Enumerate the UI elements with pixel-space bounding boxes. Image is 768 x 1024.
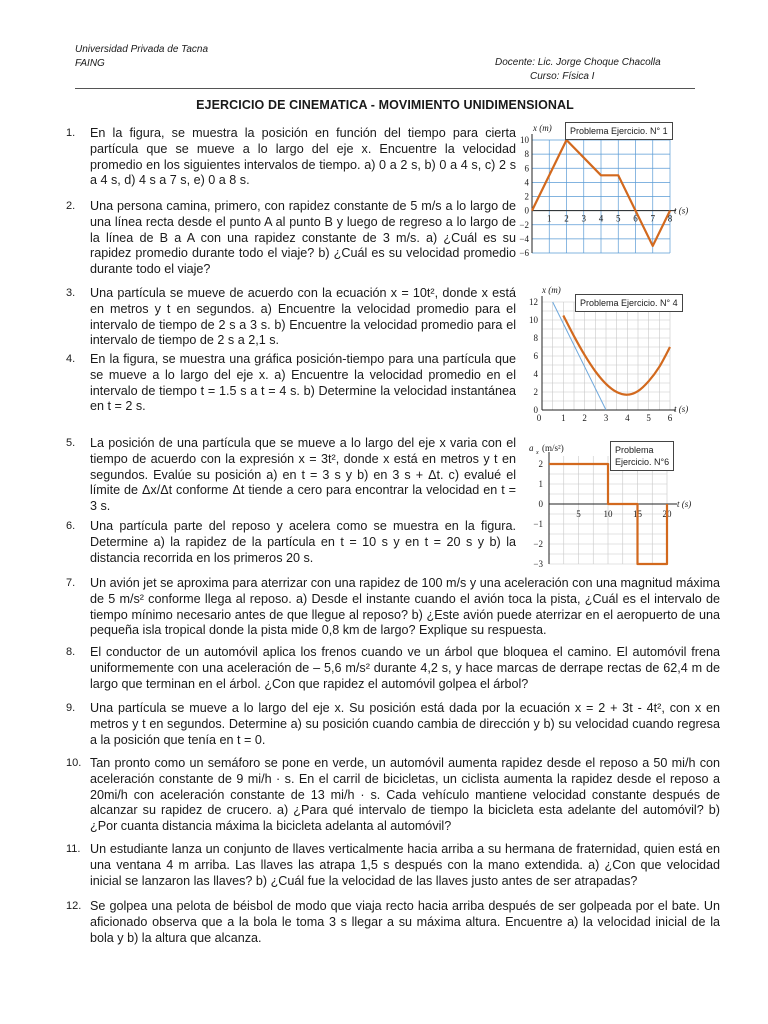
- x-tick-label: 5: [646, 413, 651, 423]
- y-tick-label: −4: [519, 233, 529, 244]
- question-text: La posición de una partícula que se mueve a lo largo del eje x varia con el tiempo de acuerdo con la expresión x = 3t², donde x está en metros y t en segundos. Evalúe su posición a) en t = 3 s y b) en 3 s + Δt. c) evalué el límite de Δx/Δt conforme Δt tiende a cero para encontrar la velocidad en t = 3 s.: [90, 436, 516, 514]
- figure-1-position-time-graph: [510, 118, 700, 263]
- y-axis-label: a: [529, 443, 534, 453]
- university-name: Universidad Privada de Tacna: [75, 44, 209, 55]
- question-number: 11.: [66, 843, 81, 855]
- question-number: 8.: [66, 646, 76, 658]
- y-axis-label: x (m): [542, 285, 561, 295]
- question-number: 7.: [66, 577, 76, 589]
- question-number: 5.: [66, 437, 76, 449]
- y-tick-label: 4: [533, 369, 538, 379]
- y-tick-label: −1: [533, 519, 543, 529]
- header-right: [495, 56, 720, 84]
- y-tick-label: 8: [533, 333, 538, 343]
- y-tick-label: 12: [529, 297, 538, 307]
- y-tick-label: −3: [533, 559, 543, 569]
- y-tick-label: 2: [533, 387, 538, 397]
- question-text: El conductor de un automóvil aplica los frenos cuando ve un árbol que bloquea el camino. El automóvil frena uniformemente con una aceleración de – 5,6 m/s² durante 4,2 s, y hace marcas de derrape rectas de 62,4 m de largo que terminan en el árbol. ¿Con que rapidez el automóvil golpea el árbol?: [90, 645, 720, 691]
- question-text: Se golpea una pelota de béisbol de modo que viaja recto hacia arriba después de ser golpeada por el bate. Un aficionado observa que a la bola le toma 3 s llegar a su máxima altura. Encuentre a) la velocidad inicial de la bola y b) la altura que alcanza.: [90, 899, 720, 945]
- y-axis-label-subscript: x: [536, 450, 539, 456]
- x-tick-label: 2: [582, 413, 587, 423]
- question-text: En la figura, se muestra la posición en función del tiempo para cierta partícula que se mueve a lo largo del eje x. Encuentre la velocidad promedio en los siguientes intervalos de tiempo. a) 0 a 2 s, b) 0 a 4 s, c) 2 s a 4 s, d) 4 s a 7 s, e) 0 a 8 s.: [90, 126, 516, 188]
- x-tick-label: 8: [667, 213, 673, 224]
- x-tick-label: 6: [633, 213, 638, 224]
- x-tick-label: 20: [662, 509, 672, 519]
- question-text: Una partícula parte del reposo y acelera como se muestra en la figura. Determine a) la rapidez de la partícula en t = 10 s y en t = 20 s y b) la distancia recorrida en los primeros 20 s.: [90, 519, 516, 565]
- question-number: 6.: [66, 520, 76, 532]
- figure-6-caption-line2: Ejercicio. N°6: [615, 457, 670, 467]
- question-number: 9.: [66, 702, 76, 714]
- x-tick-label: 3: [603, 413, 609, 423]
- question-number: 12.: [66, 900, 82, 912]
- question-text: Una partícula se mueve a lo largo del eje x. Su posición está dada por la ecuación x = 2 + 3t - 4t², con x en metros y t en segundos. Determine a) su posición cuando cambia de dirección y b) su velocidad cuando regresa a la posición que tenía en t = 0.: [90, 701, 720, 747]
- question-number: 1.: [66, 127, 76, 139]
- y-axis-label-unit: (m/s²): [542, 443, 564, 453]
- y-tick-label: −2: [533, 539, 543, 549]
- y-tick-label: 0: [538, 499, 543, 509]
- figure-6-acceleration-time-graph: [505, 436, 700, 574]
- x-tick-label: 5: [576, 509, 581, 519]
- course-name: Curso: Física I: [530, 71, 595, 82]
- x-tick-label: 10: [603, 509, 613, 519]
- y-tick-label: −6: [519, 248, 529, 258]
- x-tick-label: 15: [633, 509, 642, 519]
- figure-1-caption: Problema Ejercicio. N° 1: [565, 122, 673, 140]
- y-tick-label: 0: [524, 205, 529, 216]
- question-text: Tan pronto como un semáforo se pone en verde, un automóvil aumenta rapidez desde el reposo a 50 mi/h con aceleración constante de 9 mi/h · s. En el carril de bicicletas, un ciclista aumenta la rapidez desde el reposo a 20mi/h con aceleración constante de 13 mi/h · s. Cada vehículo mantiene velocidad constante después de alcanzar su rapidez de crucero. a) ¿Para qué intervalo de tiempo la bicicleta esta adelante del automóvil? b) ¿Por cuanta distancia máxima la bicicleta adelanta al automóvil?: [90, 756, 720, 834]
- y-tick-label: 6: [524, 163, 529, 174]
- x-tick-label: 1: [547, 213, 552, 224]
- question-number: 4.: [66, 353, 76, 365]
- header-left: [75, 43, 208, 71]
- y-tick-label: 4: [524, 177, 529, 188]
- x-tick-label: 4: [625, 413, 630, 423]
- y-tick-label: 2: [524, 191, 529, 202]
- question-text: Una partícula se mueve de acuerdo con la ecuación x = 10t², donde x está en metros y t en segundos. a) Encuentre la velocidad promedio para el intervalo de tiempo de 2 s a 3 s. b) Encuentre la velocidad promedio para el intervalo de tiempo de 2 s a 2,1 s.: [90, 286, 516, 348]
- question-number: 10.: [66, 757, 82, 769]
- x-tick-label: 7: [650, 213, 655, 224]
- figure-4-caption: Problema Ejercicio. N° 4: [575, 294, 683, 312]
- x-axis-label: t (s): [674, 205, 689, 216]
- y-tick-label: 10: [520, 135, 529, 145]
- question-text: Un estudiante lanza un conjunto de llaves verticalmente hacia arriba a su hermana de fraternidad, quien está en una ventana 4 m arriba. Las llaves las atrapa 1,5 s después con la mano extendida. a) ¿Con que velocidad inicial se lanzaron las llaves? b) ¿Cuál fue la velocidad de las llaves justo antes de ser atrapadas?: [90, 842, 720, 888]
- x-tick-label: 2: [564, 213, 569, 224]
- x-tick-label: 5: [616, 213, 621, 224]
- figure-6-caption: [610, 441, 674, 471]
- figure-4-position-time-graph: [510, 282, 700, 427]
- question-number: 3.: [66, 287, 76, 299]
- x-tick-label: 6: [667, 413, 673, 423]
- y-tick-label: 8: [524, 149, 529, 160]
- document-title: EJERCICIO DE CINEMATICA - MOVIMIENTO UNIDIMENSIONAL: [196, 98, 574, 112]
- y-tick-label: −2: [519, 219, 529, 230]
- x-tick-label: 1: [561, 413, 566, 423]
- question-text: Un avión jet se aproxima para aterrizar con una rapidez de 100 m/s y una aceleración con una magnitud máxima de 5 m/s² conforme llega al reposo. a) Desde el instante cuando el avión toca la pista, ¿Cuál es el intervalo de tiempo mínimo necesario antes de que llegue al reposo? b) ¿Este avión puede aterrizar en el aeropuerto de una pequeña isla tropical donde la pista mide 0,8 km de largo? Explique su respuesta.: [90, 576, 720, 638]
- y-tick-label: 6: [533, 351, 538, 361]
- figure-6-caption-line1: Problema: [615, 445, 654, 455]
- x-axis-label: t (s): [674, 404, 689, 414]
- y-tick-label: 2: [538, 459, 543, 469]
- question-text: Una persona camina, primero, con rapidez constante de 5 m/s a lo largo de una línea recta desde el punto A al punto B y luego de regreso a lo largo de la línea de B a A con una rapidez constante de 3 m/s. a) ¿Cuál es su rapidez promedio durante todo el viaje? b) ¿Cuál es su velocidad promedio durante todo el viaje?: [90, 199, 516, 277]
- x-axis-label: t (s): [677, 499, 692, 509]
- x-tick-label: 3: [581, 213, 586, 224]
- x-tick-label-origin: 0: [536, 413, 542, 423]
- question-number: 2.: [66, 200, 76, 212]
- y-axis-label: x (m): [533, 123, 552, 133]
- question-text: En la figura, se muestra una gráfica posición-tiempo para una partícula que se mueve a lo largo del eje x. a) Encuentre la velocidad promedio en el intervalo de tiempo t = 1.5 s a t = 4 s. b) Determine la velocidad instantánea en t = 2 s.: [90, 352, 516, 414]
- y-tick-label: 10: [529, 315, 538, 325]
- x-tick-label: 4: [598, 213, 604, 224]
- y-tick-label: 0: [533, 405, 538, 415]
- faculty-name: FAING: [75, 58, 105, 69]
- y-tick-label: 1: [538, 479, 543, 489]
- header-divider: [75, 88, 695, 89]
- teacher-name: Docente: Lic. Jorge Choque Chacolla: [495, 57, 661, 68]
